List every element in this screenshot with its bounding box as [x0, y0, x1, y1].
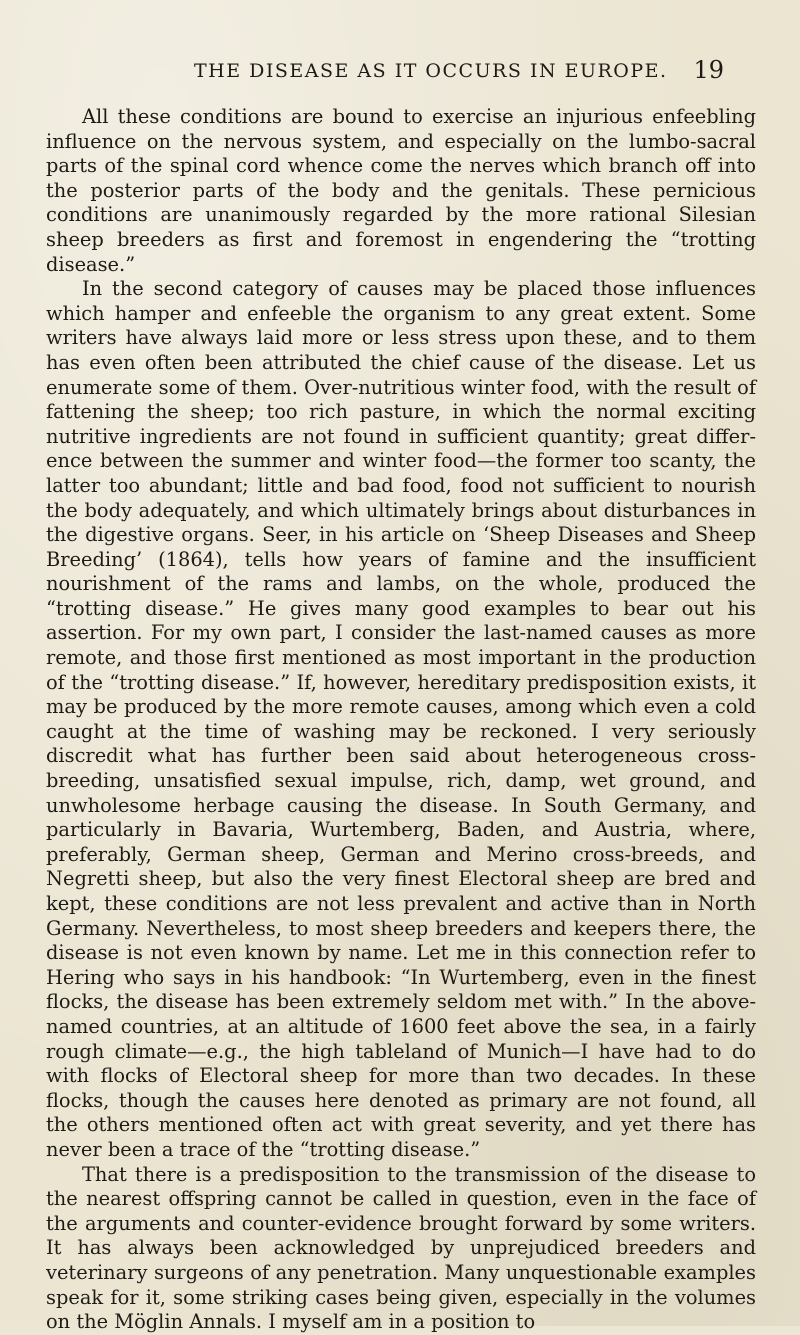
running-title: THE DISEASE AS IT OCCURS IN EUROPE.: [194, 60, 668, 82]
body-text: [46, 105, 756, 1335]
paragraph: In the second category of causes may be placed those influences which hamper and enfeeble the organism to any great extent. Some writers have always laid more or less stress upon these, and to them has even often been attributed the chief cause of the disease. Let us enumerate some of them. Over-nutritious winter food, with the result of fattening the sheep; too rich pasture, in which the normal exciting nutritive ingredients are not found in sufficient quantity; great difference between the summer and winter food—the former too scanty, the latter too abundant; little and bad food, food not sufficient to nourish the body adequately, and which ultimately brings about disturbances in the digestive organs. Seer, in his article on ‘Sheep Diseases and Sheep Breeding’ (1864), tells how years of famine and the insufficient nourishment of the rams and lambs, on the whole, produced the “trotting disease.” He gives many good examples to bear out his assertion. For my own part, I consider the last-named causes as more remote, and those first mentioned as most important in the production of the “trotting disease.” If, however, hereditary predisposition exists, it may be produced by the more remote causes, among which even a cold caught at the time of washing may be reckoned. I very seriously discredit what has further been said about heterogeneous cross-breeding, unsatisfied sexual impulse, rich, damp, wet ground, and unwholesome herbage causing the disease. In South Germany, and particularly in Bavaria, Wurtemberg, Baden, and Austria, where, preferably, German sheep, German and Merino cross-breeds, and Negretti sheep, but also the very finest Electoral sheep are bred and kept, these conditions are not less prevalent and active than in North Germany. Nevertheless, to most sheep breeders and keepers there, the disease is not even known by name. Let me in this connection refer to Hering who says in his handbook: “In Wurtemberg, even in the finest flocks, the disease has been extremely seldom met with.” In the above-named countries, at an altitude of 1600 feet above the sea, in a fairly rough climate—e.g., the high tableland of Munich—I have had to do with flocks of Electoral sheep for more than two decades. In these flocks, though the causes here denoted as primary are not found, all the others mentioned often act with great severity, and yet there has never been a trace of the “trotting disease.”: [46, 277, 756, 1161]
page-number: 19: [693, 56, 724, 84]
paragraph: All these conditions are bound to exercise an injurious enfeebling influence on the nervous system, and especially on the lumbo-sacral parts of the spinal cord whence come the nerves which branch off into the posterior parts of the body and the genitals. These pernicious conditions are unanimously regarded by the more rational Silesian sheep breeders as first and foremost in engendering the “trotting disease.”: [46, 105, 756, 276]
paragraph: That there is a predisposition to the transmission of the disease to the nearest offspring cannot be called in question, even in the face of the arguments and counter-evidence brought forward by some writers. It has always been acknowledged by unprejudiced breeders and veterinary surgeons of any penetration. Many unquestionable examples speak for it, some striking cases being given, especially in the volumes on the Möglin Annals. I myself am in a position to: [46, 1162, 756, 1334]
running-head: [46, 56, 756, 90]
